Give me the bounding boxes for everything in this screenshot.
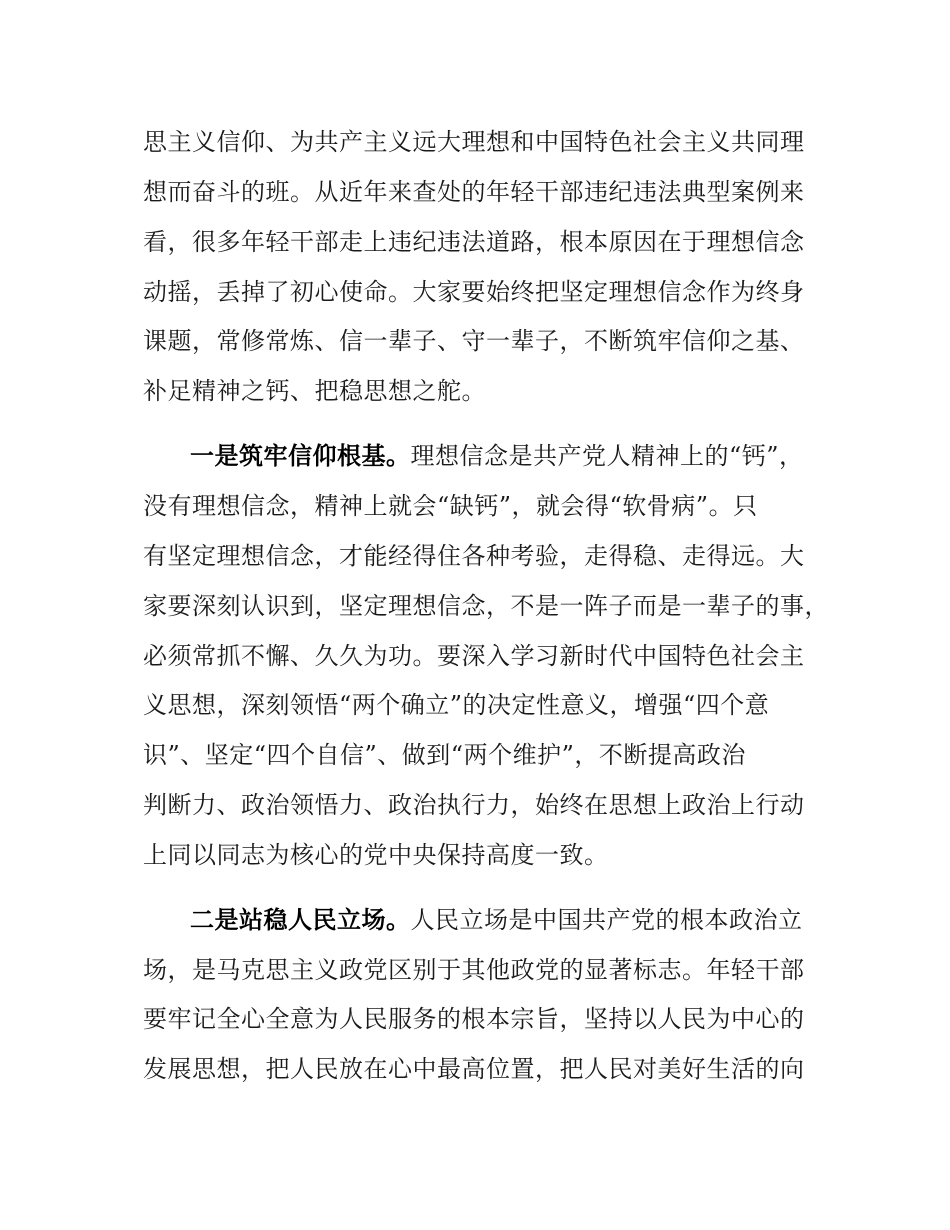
paragraph-1-line-4: 动摇，丢掉了初心使命。大家要始终把坚定理想信念作为终身 xyxy=(143,278,805,306)
paragraph-2-line-5: 必须常抓不懈、久久为功。要深入学习新时代中国特色社会主 xyxy=(143,642,805,670)
paragraph-2-first-line-text: 理想信念是共产党人精神上的“钙”， xyxy=(410,442,804,470)
paragraph-3-first-line xyxy=(190,905,803,935)
paragraph-1-line-1: 思主义信仰、为共产主义远大理想和中国特色社会主义共同理 xyxy=(143,128,805,156)
paragraph-1-line-5: 课题，常修常炼、信一辈子、守一辈子，不断筑牢信仰之基、 xyxy=(143,327,805,355)
paragraph-2-line-8: 判断力、政治领悟力、政治执行力，始终在思想上政治上行动 xyxy=(143,791,805,819)
paragraph-1-line-6: 补足精神之钙、把稳思想之舵。 xyxy=(143,377,486,405)
paragraph-3-heading: 二是站稳人民立场。 xyxy=(190,906,411,934)
paragraph-2-heading: 一是筑牢信仰根基。 xyxy=(190,442,411,470)
paragraph-3-line-2: 场，是马克思主义政党区别于其他政党的显著标志。年轻干部 xyxy=(143,956,805,984)
paragraph-1-line-2: 想而奋斗的班。从近年来查处的年轻干部违纪违法典型案例来 xyxy=(143,178,805,206)
paragraph-1-line-3: 看，很多年轻干部走上违纪违法道路，根本原因在于理想信念 xyxy=(143,228,805,256)
paragraph-2-line-3: 有坚定理想信念，才能经得住各种考验，走得稳、走得远。大 xyxy=(143,542,805,570)
paragraph-2-line-2: 没有理想信念，精神上就会“缺钙”，就会得“软骨病”。只 xyxy=(143,492,758,520)
paragraph-3-first-line-text: 人民立场是中国共产党的根本政治立 xyxy=(410,906,803,934)
paragraph-2-line-4: 家要深刻认识到，坚定理想信念，不是一阵子而是一辈子的事， xyxy=(143,592,829,620)
paragraph-3-line-3: 要牢记全心全意为人民服务的根本宗旨，坚持以人民为中心的 xyxy=(143,1005,805,1033)
paragraph-3-line-4: 发展思想，把人民放在心中最高位置，把人民对美好生活的向 xyxy=(143,1055,805,1083)
paragraph-2-line-7: 识”、坚定“四个自信”、做到“两个维护”，不断提高政治 xyxy=(143,741,746,769)
paragraph-2-line-9: 上同以同志为核心的党中央保持高度一致。 xyxy=(143,841,609,869)
paragraph-2-line-6: 义思想，深刻领悟“两个确立”的决定性意义，增强“四个意 xyxy=(143,691,770,719)
paragraph-2-first-line xyxy=(190,441,804,471)
